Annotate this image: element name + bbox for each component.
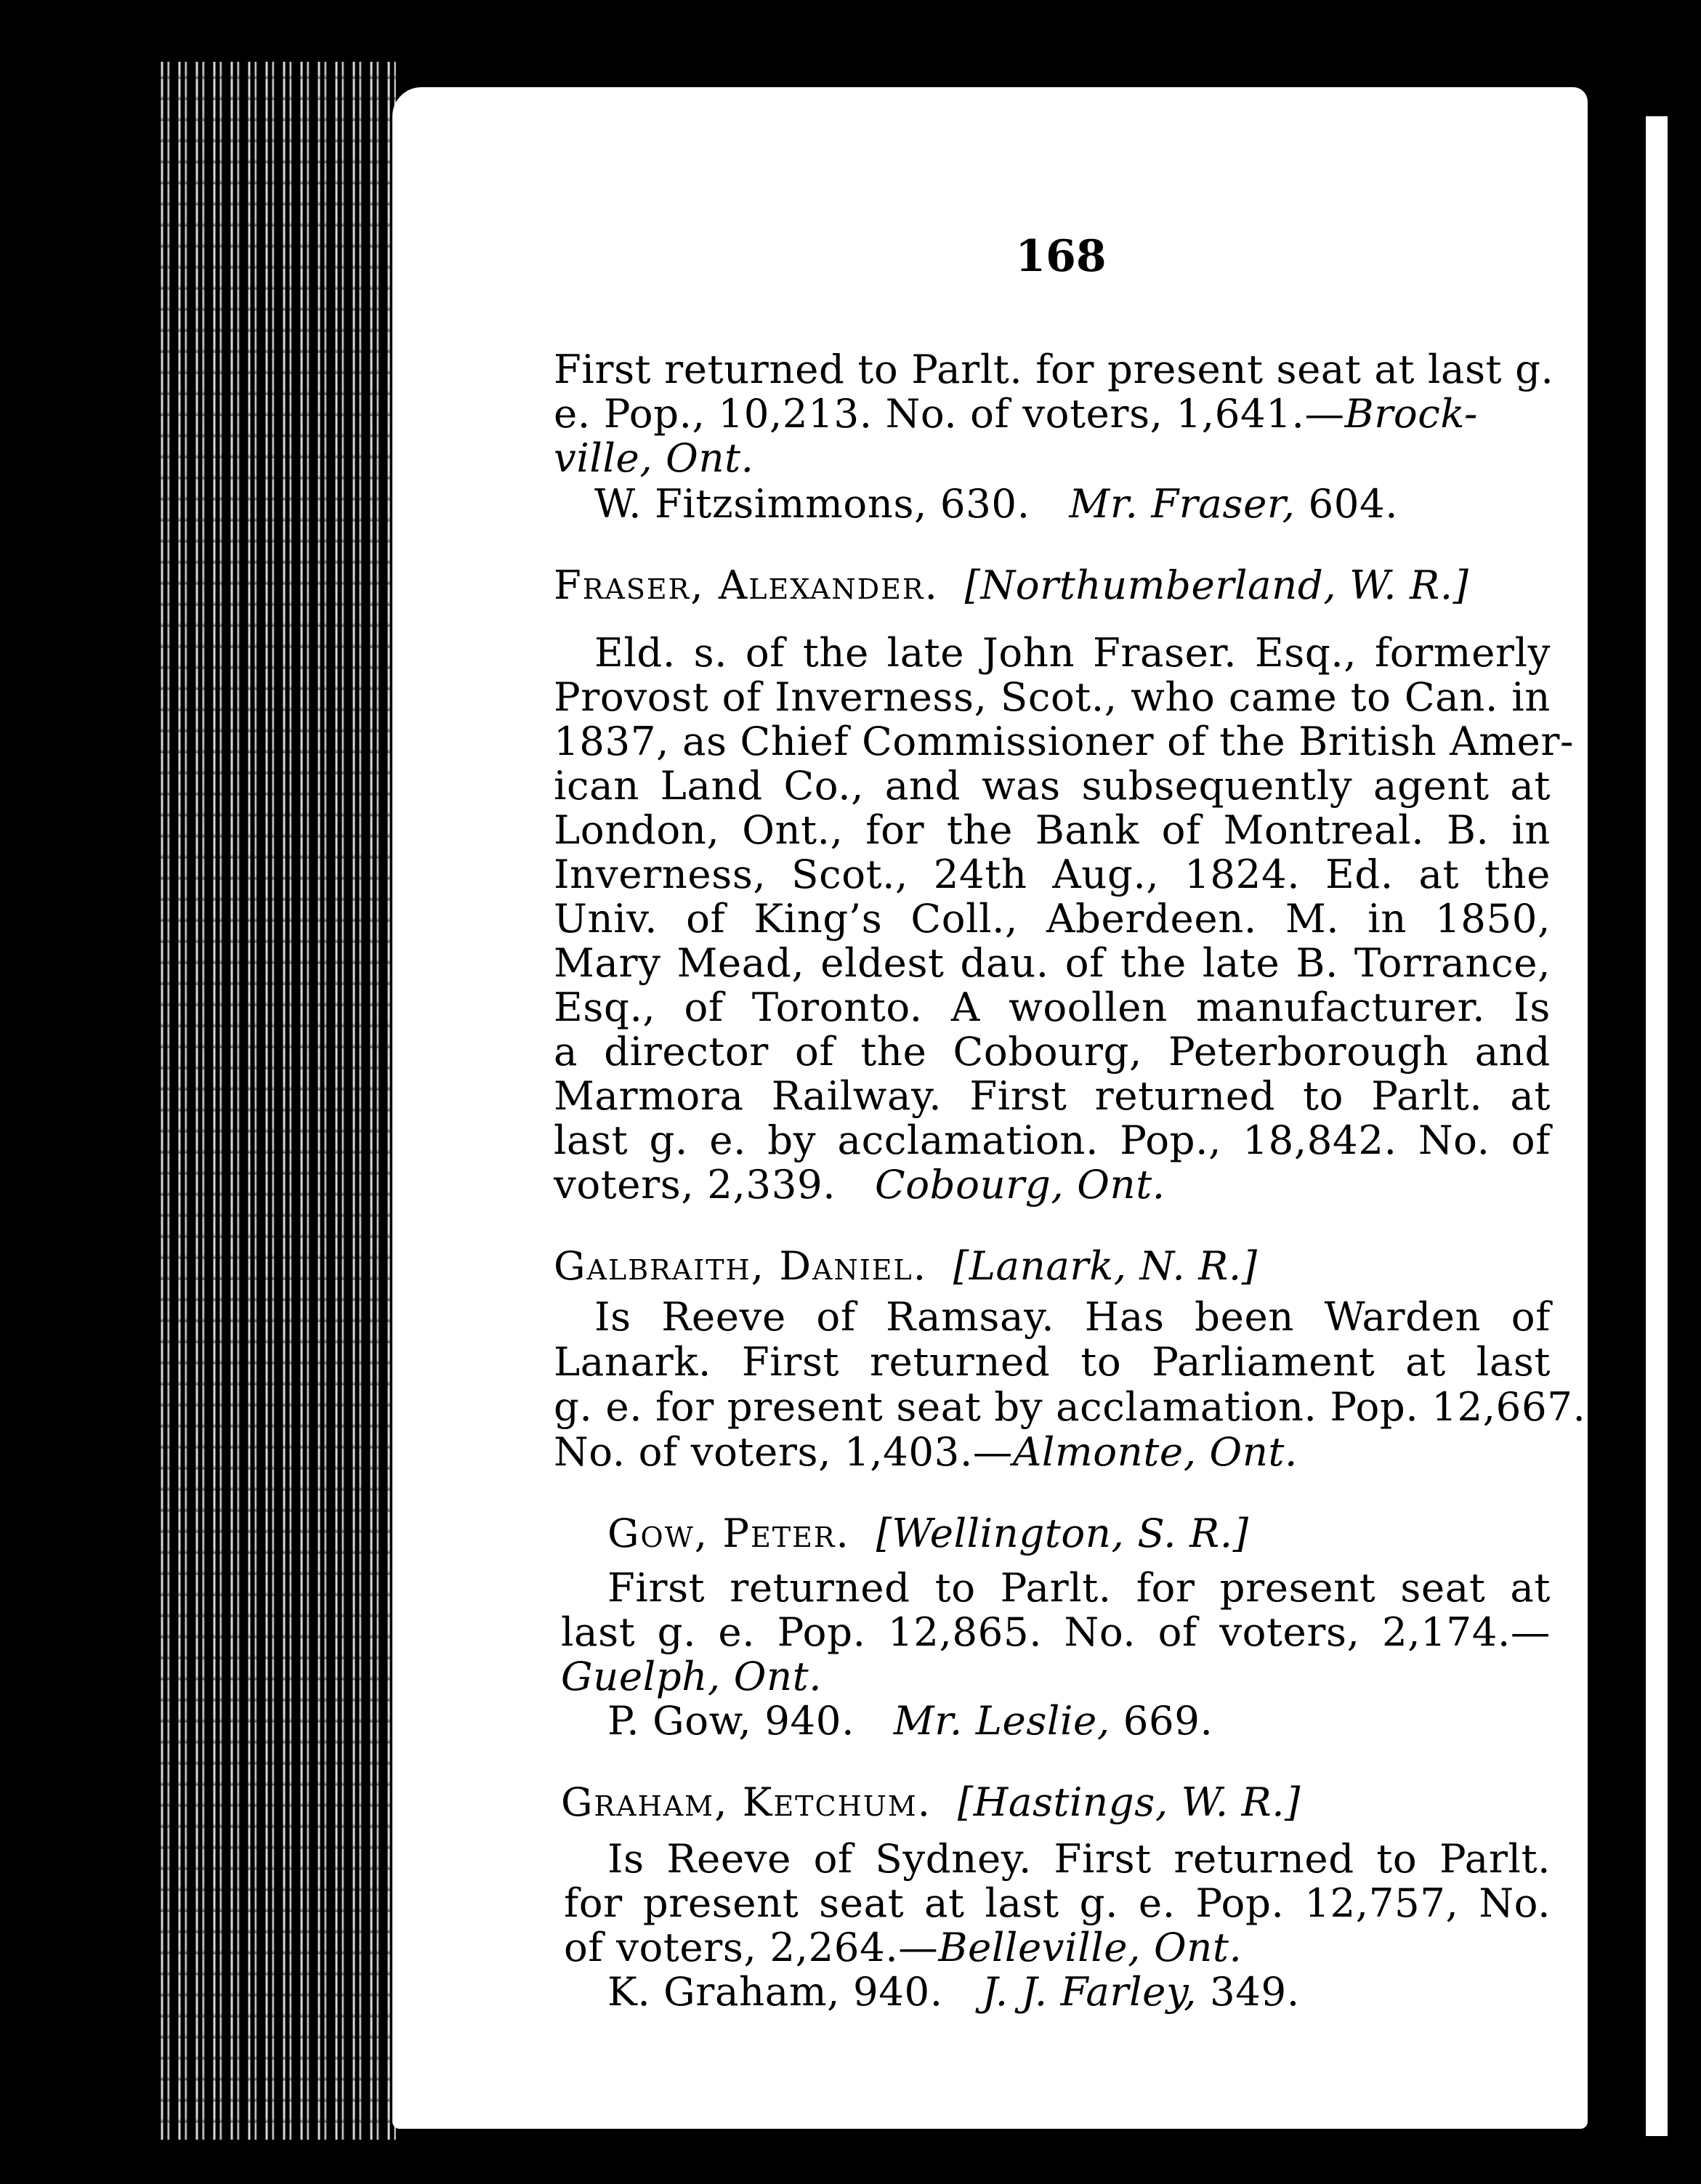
text-line: last g. e. Pop. 12,865. No. of voters, 2,174.—	[561, 1609, 1551, 1655]
entry-heading	[554, 1244, 1551, 1288]
book-page-edges	[156, 62, 396, 2140]
text-line: Lanark. First returned to Parliament at last	[554, 1338, 1551, 1385]
riding: [Northumberland, W. R.]	[964, 562, 1469, 608]
text-line: Mary Mead, eldest dau. of the late B. Torrance,	[554, 939, 1551, 986]
text-line: ville, Ont.	[554, 434, 754, 481]
riding: [Wellington, S. R.]	[876, 1510, 1249, 1556]
text-line: Is Reeve of Ramsay. Has been Warden of	[594, 1293, 1551, 1340]
text-line: Esq., of Toronto. A woollen manufacturer. Is	[554, 984, 1551, 1030]
member-name: Gow, Peter.	[607, 1510, 850, 1556]
entry-heading	[607, 1511, 1604, 1556]
member-name: Galbraith, Daniel.	[554, 1242, 928, 1289]
text-line: ican Land Co., and was subsequently agent at	[554, 762, 1551, 809]
riding: [Lanark, N. R.]	[953, 1242, 1258, 1289]
member-name: Fraser, Alexander.	[554, 562, 939, 608]
facing-page-edge	[1646, 116, 1668, 2136]
text-line: First returned to Parlt. for present seat at	[607, 1564, 1551, 1611]
result-line: P. Gow, 940. Mr. Leslie, 669.	[607, 1697, 1213, 1744]
text-line: First returned to Parlt. for present seat at last g.	[554, 346, 1554, 392]
text-line: London, Ont., for the Bank of Montreal. B. in	[554, 806, 1551, 853]
entry-heading	[554, 563, 1551, 607]
page-number: 168	[1015, 231, 1107, 282]
text-line: of voters, 2,264.—Belleville, Ont.	[564, 1924, 1243, 1970]
text-line: for present seat at last g. e. Pop. 12,757, No.	[564, 1880, 1551, 1926]
result-line: W. Fitzsimmons, 630. Mr. Fraser, 604.	[594, 480, 1399, 527]
text-line: 1837, as Chief Commissioner of the British Amer-	[554, 718, 1575, 764]
text-line: last g. e. by acclamation. Pop., 18,842. No. of	[554, 1117, 1551, 1163]
riding: [Hastings, W. R.]	[957, 1779, 1301, 1825]
text-line: Inverness, Scot., 24th Aug., 1824. Ed. at the	[554, 851, 1551, 897]
text-line: Marmora Railway. First returned to Parlt. at	[554, 1072, 1551, 1119]
text-line: Eld. s. of the late John Fraser. Esq., formerly	[594, 629, 1551, 676]
text-line: No. of voters, 1,403.—Almonte, Ont.	[554, 1428, 1298, 1475]
result-line: K. Graham, 940. J. J. Farley, 349.	[607, 1968, 1300, 2015]
text-line: Is Reeve of Sydney. First returned to Parlt.	[607, 1835, 1551, 1882]
text-line: e. Pop., 10,213. No. of voters, 1,641.—Brock-	[554, 390, 1479, 437]
entry-heading	[561, 1780, 1558, 1824]
text-line: voters, 2,339. Cobourg, Ont.	[554, 1161, 1165, 1208]
text-line: a director of the Cobourg, Peterborough and	[554, 1028, 1551, 1075]
text-line: g. e. for present seat by acclamation. Pop. 12,667.	[554, 1383, 1586, 1430]
text-line: Guelph, Ont.	[561, 1653, 823, 1699]
text-line: Provost of Inverness, Scot., who came to Can. in	[554, 674, 1551, 720]
member-name: Graham, Ketchum.	[561, 1779, 932, 1825]
text-line: Univ. of King’s Coll., Aberdeen. M. in 1850,	[554, 895, 1551, 942]
